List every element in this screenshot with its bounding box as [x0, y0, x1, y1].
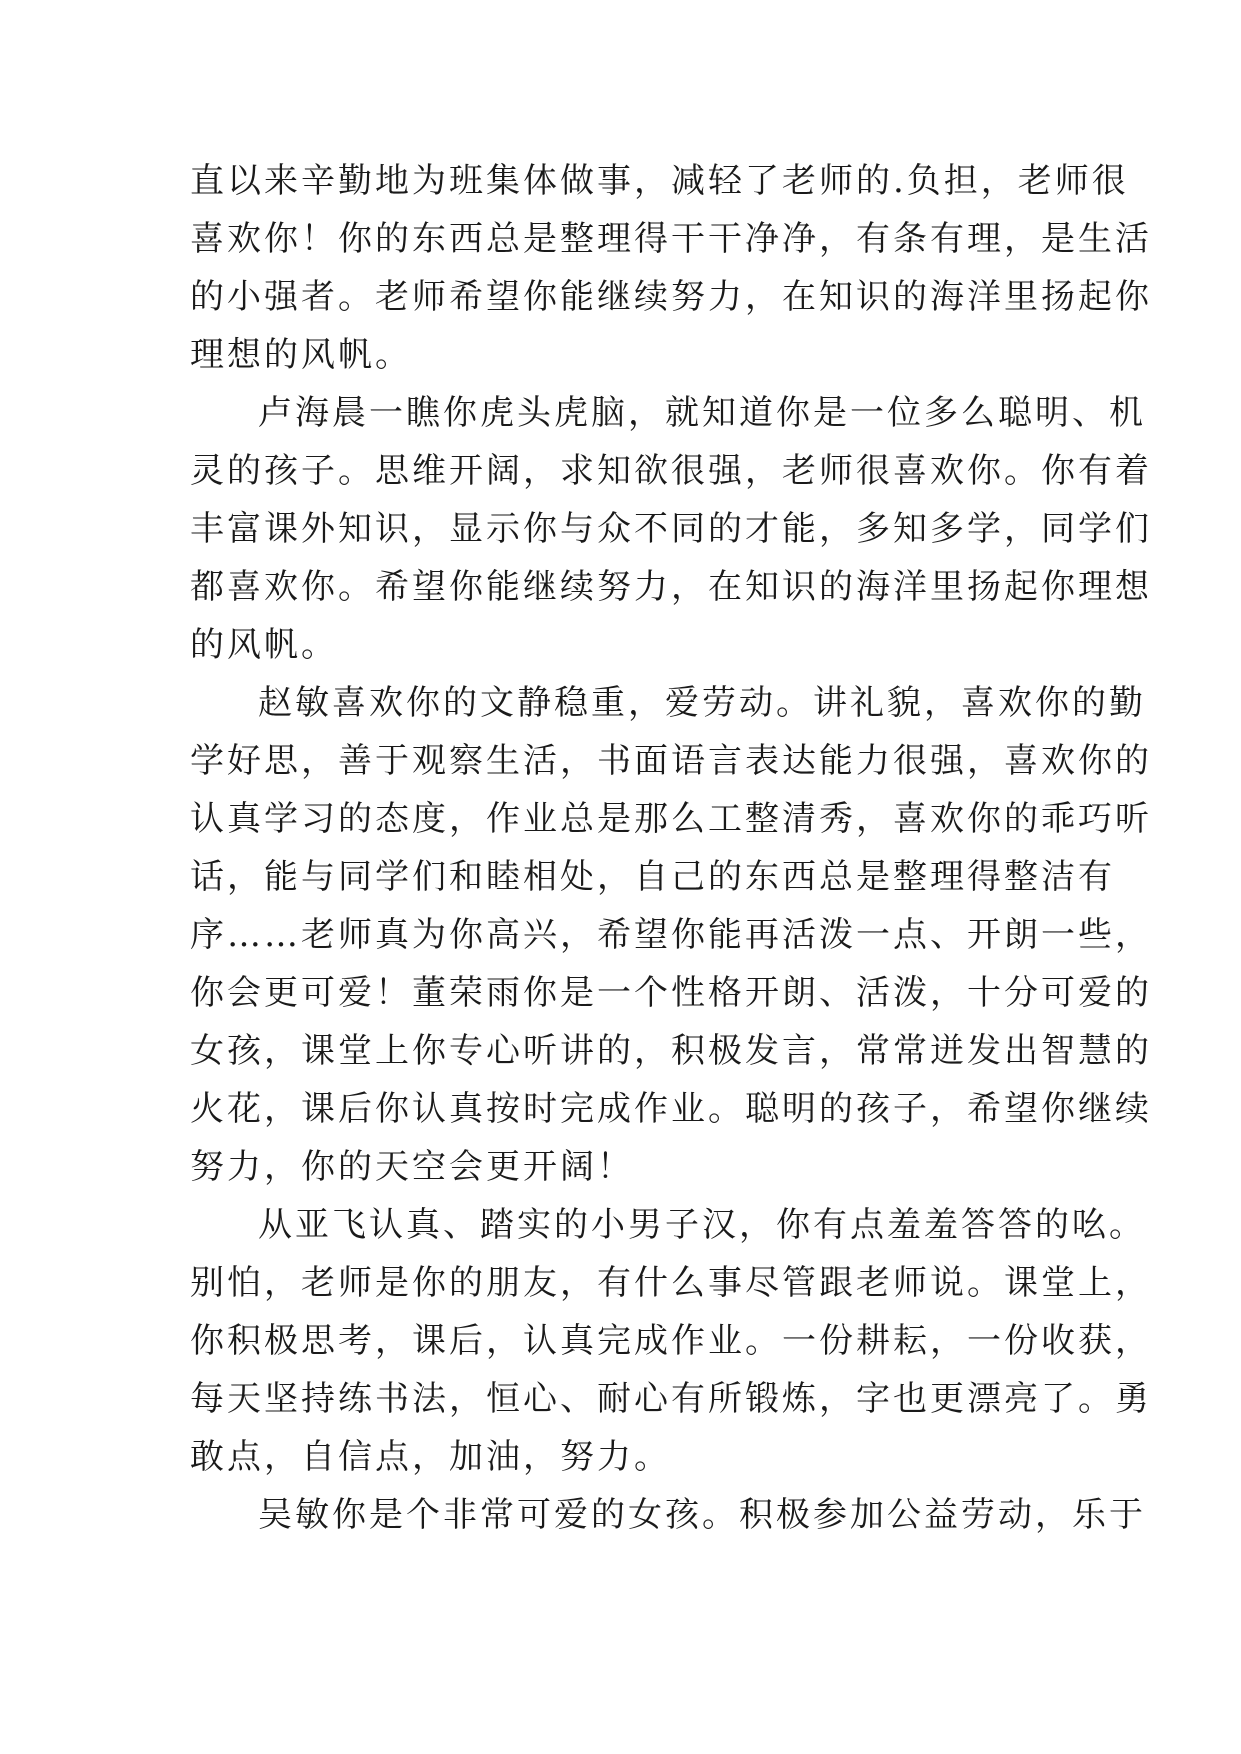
paragraph-1 [190, 152, 1152, 384]
text-line: 认真学习的态度，作业总是那么工整清秀，喜欢你的乖巧听 [190, 799, 1152, 839]
text-line: 敢点，自信点，加油，努力。 [190, 1437, 671, 1477]
text-line: 理想的风帆。 [190, 335, 412, 375]
text-line: 直以来辛勤地为班集体做事，减轻了老师的.负担，老师很 [190, 161, 1129, 201]
text-line: 你积极思考，课后，认真完成作业。一份耕耘，一份收获， [190, 1321, 1152, 1361]
paragraph-5 [190, 1486, 1146, 1544]
text-line: 你会更可爱！董荣雨你是一个性格开朗、活泼，十分可爱的 [190, 973, 1152, 1013]
text-line: 话，能与同学们和睦相处，自己的东西总是整理得整洁有 [190, 857, 1115, 897]
text-line: 的风帆。 [190, 625, 338, 665]
text-line: 别怕，老师是你的朋友，有什么事尽管跟老师说。课堂上， [190, 1263, 1152, 1303]
paragraph-2 [190, 384, 1152, 674]
text-line: 学好思，善于观察生活，书面语言表达能力很强，喜欢你的 [190, 741, 1152, 781]
paragraph-3 [190, 674, 1152, 1196]
text-line: 都喜欢你。希望你能继续努力，在知识的海洋里扬起你理想 [190, 567, 1152, 607]
text-line: 的小强者。老师希望你能继续努力，在知识的海洋里扬起你 [190, 277, 1152, 317]
text-line: 丰富课外知识，显示你与众不同的才能，多知多学，同学们 [190, 509, 1152, 549]
text-line: 赵敏喜欢你的文静稳重，爱劳动。讲礼貌，喜欢你的勤 [258, 683, 1146, 723]
text-line: 卢海晨一瞧你虎头虎脑，就知道你是一位多么聪明、机 [258, 393, 1146, 433]
text-line: 努力，你的天空会更开阔！ [190, 1147, 634, 1187]
text-line: 女孩，课堂上你专心听讲的，积极发言，常常迸发出智慧的 [190, 1031, 1152, 1071]
text-line: 灵的孩子。思维开阔，求知欲很强，老师很喜欢你。你有着 [190, 451, 1152, 491]
text-line: 吴敏你是个非常可爱的女孩。积极参加公益劳动，乐于 [258, 1495, 1146, 1535]
document-page [190, 152, 1152, 1544]
text-line: 序……老师真为你高兴，希望你能再活泼一点、开朗一些， [190, 915, 1152, 955]
text-line: 喜欢你！你的东西总是整理得干干净净，有条有理，是生活 [190, 219, 1152, 259]
text-line: 每天坚持练书法，恒心、耐心有所锻炼，字也更漂亮了。勇 [190, 1379, 1152, 1419]
text-line: 火花，课后你认真按时完成作业。聪明的孩子，希望你继续 [190, 1089, 1152, 1129]
text-line: 从亚飞认真、踏实的小男子汉，你有点羞羞答答的吆。 [258, 1205, 1146, 1245]
paragraph-4 [190, 1196, 1152, 1486]
